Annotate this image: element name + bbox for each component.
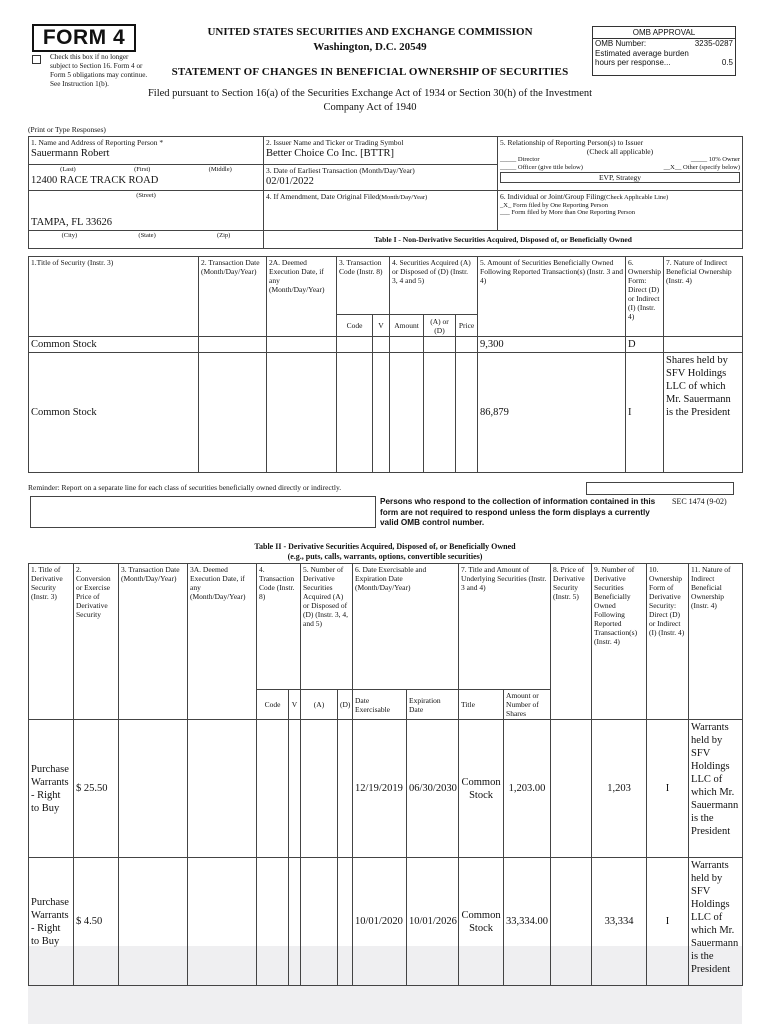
street-label: (Street)	[136, 192, 156, 199]
t2-v: V	[289, 690, 301, 720]
omb-number-label: OMB Number:	[595, 39, 647, 48]
name-parts-row	[31, 166, 261, 174]
reminder-box	[586, 482, 734, 495]
issuer-cell	[264, 137, 498, 165]
table2-title: Table II - Derivative Securities Acquired, Disposed of, or Beneficially Owned	[254, 542, 516, 551]
sec5-label: 5. Relationship of Reporting Person(s) to Issuer	[500, 138, 644, 147]
t1-r0-form: D	[626, 337, 664, 353]
t1-code: Code	[337, 315, 373, 337]
middle-label: (Middle)	[208, 166, 232, 173]
t2-h1: 1. Title of Derivative Security (Instr. 3)	[29, 564, 74, 720]
t1-amount: Amount	[390, 315, 424, 337]
table2-subtitle: (e.g., puts, calls, warrants, options, convertible securities)	[287, 552, 483, 561]
sec4-label: 4. If Amendment, Date Original Filed	[266, 192, 380, 201]
t2-h6: 6. Date Exercisable and Expiration Date (Month/Day/Year)	[353, 564, 459, 690]
t1-h1: 1.Title of Security (Instr. 3)	[29, 257, 199, 337]
t1-r1-owned: 86,879	[478, 353, 626, 473]
form-title: FORM 4	[32, 24, 136, 52]
reminder-box-2	[30, 496, 376, 528]
t1-h2: 2. Transaction Date (Month/Day/Year)	[199, 257, 267, 337]
sec6-suffix: (Check Applicable Line)	[603, 194, 669, 201]
table1	[28, 256, 743, 473]
owner10-option[interactable]: _____ 10% Owner	[690, 156, 740, 163]
t2-r1-form: I	[647, 858, 689, 986]
t2-r1-date-ex: 10/01/2020	[353, 858, 407, 986]
sec-form-code: SEC 1474 (9-02)	[672, 497, 727, 506]
t1-r1-nature: Shares held by SFV Holdings LLC of which Mr. Sauermann is the President	[664, 353, 743, 473]
name-parts-cell	[29, 165, 264, 191]
t2-d: (D)	[338, 690, 353, 720]
amendment-cell	[264, 191, 498, 231]
print-note: (Print or Type Responses)	[28, 125, 106, 134]
state-label: (State)	[138, 231, 156, 239]
t2-h3: 3. Transaction Date (Month/Day/Year)	[119, 564, 188, 720]
t2-h10: 10. Ownership Form of Derivative Security: Direct (D) or Indirect (I) (Instr. 4)	[647, 564, 689, 720]
street-cell	[29, 191, 264, 231]
reporting-name-cell	[29, 137, 264, 165]
t2-exp: Expiration Date	[407, 690, 459, 720]
t2-r1-nature: Warrants held by SFV Holdings LLC of which Mr. Sauermann is the President	[689, 858, 743, 986]
t1-h4: 4. Securities Acquired (A) or Disposed of (D) (Instr. 3, 4 and 5)	[390, 257, 478, 315]
agency-location: Washington, D.C. 20549	[313, 41, 427, 53]
reporting-person-table	[28, 136, 743, 249]
t1-h6: 6. Ownership Form: Direct (D) or Indirect (I) (Instr. 4)	[626, 257, 664, 337]
t2-r0-owned: 1,203	[592, 720, 647, 858]
rel-row2	[500, 164, 740, 172]
t1-v: V	[373, 315, 390, 337]
city-label: (City)	[61, 231, 78, 239]
t2-r1-underlying: Common Stock	[459, 858, 504, 986]
filed-pursuant-line2: Company Act of 1940	[323, 102, 417, 113]
last-label: (Last)	[60, 166, 76, 173]
t2-r0-form: I	[647, 720, 689, 858]
sec5-sub: (Check all applicable)	[586, 147, 654, 156]
t1-h3: 3. Transaction Code (Instr. 8)	[337, 257, 390, 315]
t1-h2a: 2A. Deemed Execution Date, if any (Month/Day/Year)	[267, 257, 337, 337]
other-option[interactable]: __X__ Other (specify below)	[663, 163, 740, 171]
t2-r0-underlying: Common Stock	[459, 720, 504, 858]
omb-hours-label: hours per response...	[595, 58, 671, 67]
omb-approval-box	[592, 26, 736, 76]
street-address[interactable]: 12400 RACE TRACK ROAD	[31, 174, 159, 186]
t1-r0-title: Common Stock	[29, 337, 199, 353]
statement-title: STATEMENT OF CHANGES IN BENEFICIAL OWNERSHIP OF SECURITIES	[171, 66, 569, 78]
t2-h7: 7. Title and Amount of Underlying Securities (Instr. 3 and 4)	[459, 564, 551, 690]
t2-r0-price: $ 25.50	[74, 720, 119, 858]
issuer-name[interactable]: Better Choice Co Inc. [BTTR]	[266, 148, 395, 159]
t1-h7: 7. Nature of Indirect Beneficial Ownership (Instr. 4)	[664, 257, 743, 337]
t2-date-ex: Date Exercisable	[353, 690, 407, 720]
city-label-cell	[29, 230, 264, 248]
omb-burden-row	[593, 49, 735, 59]
multiple-persons-option[interactable]: ___ Form filed by More than One Reporting Person	[500, 209, 636, 216]
t2-r1-title: Purchase Warrants - Right to Buy	[29, 858, 74, 986]
t2-amount-shares: Amount or Number of Shares	[504, 690, 551, 720]
table2-header	[28, 542, 742, 562]
t2-r1-price: $ 4.50	[74, 858, 119, 986]
no-longer-subject-checkbox[interactable]	[32, 55, 41, 64]
relationship-cell	[498, 137, 743, 191]
t1-price: Price	[456, 315, 478, 337]
t1-aord: (A) or (D)	[424, 315, 456, 337]
t2-title: Title	[459, 690, 504, 720]
t2-r1-owned: 33,334	[592, 858, 647, 986]
filed-pursuant	[100, 87, 640, 115]
t1-r0-owned: 9,300	[478, 337, 626, 353]
omb-title: OMB APPROVAL	[593, 27, 735, 39]
omb-burden-label: Estimated average burden	[595, 48, 689, 58]
table-row	[29, 353, 743, 473]
t2-a: (A)	[301, 690, 338, 720]
city-labels-row	[31, 232, 261, 240]
t2-r1-amount: 33,334.00	[504, 858, 551, 986]
omb-control-notice: Persons who respond to the collection of information contained in this form are not required to respond unless the form displays a currently valid OMB control number.	[380, 497, 656, 527]
t2-r0-amount: 1,203.00	[504, 720, 551, 858]
table2	[28, 563, 743, 986]
director-option[interactable]: _____ Director	[500, 156, 540, 163]
earliest-transaction-date[interactable]: 02/01/2022	[266, 176, 314, 187]
officer-option[interactable]: _____ Officer (give title below)	[500, 163, 583, 171]
table-row	[29, 858, 743, 986]
filing-cell	[498, 191, 743, 231]
t2-r0-title: Purchase Warrants - Right to Buy	[29, 720, 74, 858]
filed-pursuant-line1: Filed pursuant to Section 16(a) of the Securities Exchange Act of 1934 or Section 30(h) of the Investment	[147, 88, 593, 99]
first-label: (First)	[134, 166, 151, 173]
t2-h5: 5. Number of Derivative Securities Acquired (A) or Disposed of (D) (Instr. 3, 4, and 5)	[301, 564, 353, 690]
t1-h5: 5. Amount of Securities Beneficially Owned Following Reported Transaction(s) (Instr. 3 and 4)	[478, 257, 626, 337]
sec2-label: 2. Issuer Name and Ticker or Trading Symbol	[266, 138, 404, 147]
omb-hours-value: 0.5	[721, 58, 733, 67]
t2-r0-exp: 06/30/2030	[407, 720, 459, 858]
t2-r1-exp: 10/01/2026	[407, 858, 459, 986]
t2-r0-nature: Warrants held by SFV Holdings LLC of which Mr. Sauermann is the President	[689, 720, 743, 858]
zip-label: (Zip)	[216, 231, 231, 239]
table-row	[29, 720, 743, 858]
t2-h3a: 3A. Deemed Execution Date, if any (Month/Day/Year)	[188, 564, 257, 720]
sec6-label: 6. Individual or Joint/Group Filing	[500, 192, 604, 201]
t2-h11: 11. Nature of Indirect Beneficial Ownership (Instr. 4)	[689, 564, 743, 720]
rel-row1	[500, 156, 740, 164]
omb-number-value: 3235-0287	[694, 39, 733, 48]
transaction-date-cell	[264, 165, 498, 191]
t2-h2: 2. Conversion or Exercise Price of Derivative Security	[74, 564, 119, 720]
sec1-label: 1. Name and Address of Reporting Person *	[31, 138, 164, 147]
t2-h9: 9. Number of Derivative Securities Beneficially Owned Following Reported Transaction(s) (Instr. 4)	[592, 564, 647, 720]
t2-h4: 4. Transaction Code (Instr. 8)	[257, 564, 301, 690]
table1-title: Table I - Non-Derivative Securities Acquired, Disposed of, or Beneficially Owned	[264, 230, 743, 248]
single-person-option[interactable]: _X_ Form filed by One Reporting Person	[500, 201, 608, 209]
table-row	[29, 337, 743, 353]
t2-code: Code	[257, 690, 289, 720]
role-title[interactable]: EVP, Strategy	[500, 172, 740, 183]
checkbox-note: Check this box if no longer subject to Section 16. Form 4 or Form 5 obligations may continue. See Instruction 1(b).	[50, 53, 148, 88]
sec4-suffix: (Month/Day/Year)	[379, 194, 428, 201]
reporting-name[interactable]: Sauermann Robert	[31, 148, 110, 159]
t1-r1-form: I	[626, 353, 664, 473]
t2-r0-date-ex: 12/19/2019	[353, 720, 407, 858]
reminder-text: Reminder: Report on a separate line for each class of securities beneficially owned directly or indirectly.	[28, 483, 342, 492]
t1-r1-title: Common Stock	[29, 353, 199, 473]
omb-hours-row	[593, 58, 735, 68]
sec3-label: 3. Date of Earliest Transaction (Month/Day/Year)	[266, 166, 415, 175]
t2-h8: 8. Price of Derivative Security (Instr. 5)	[551, 564, 592, 720]
agency-name: UNITED STATES SECURITIES AND EXCHANGE COMMISSION	[207, 26, 533, 38]
omb-number-row	[593, 39, 735, 49]
city-state-zip[interactable]: TAMPA, FL 33626	[31, 216, 112, 228]
